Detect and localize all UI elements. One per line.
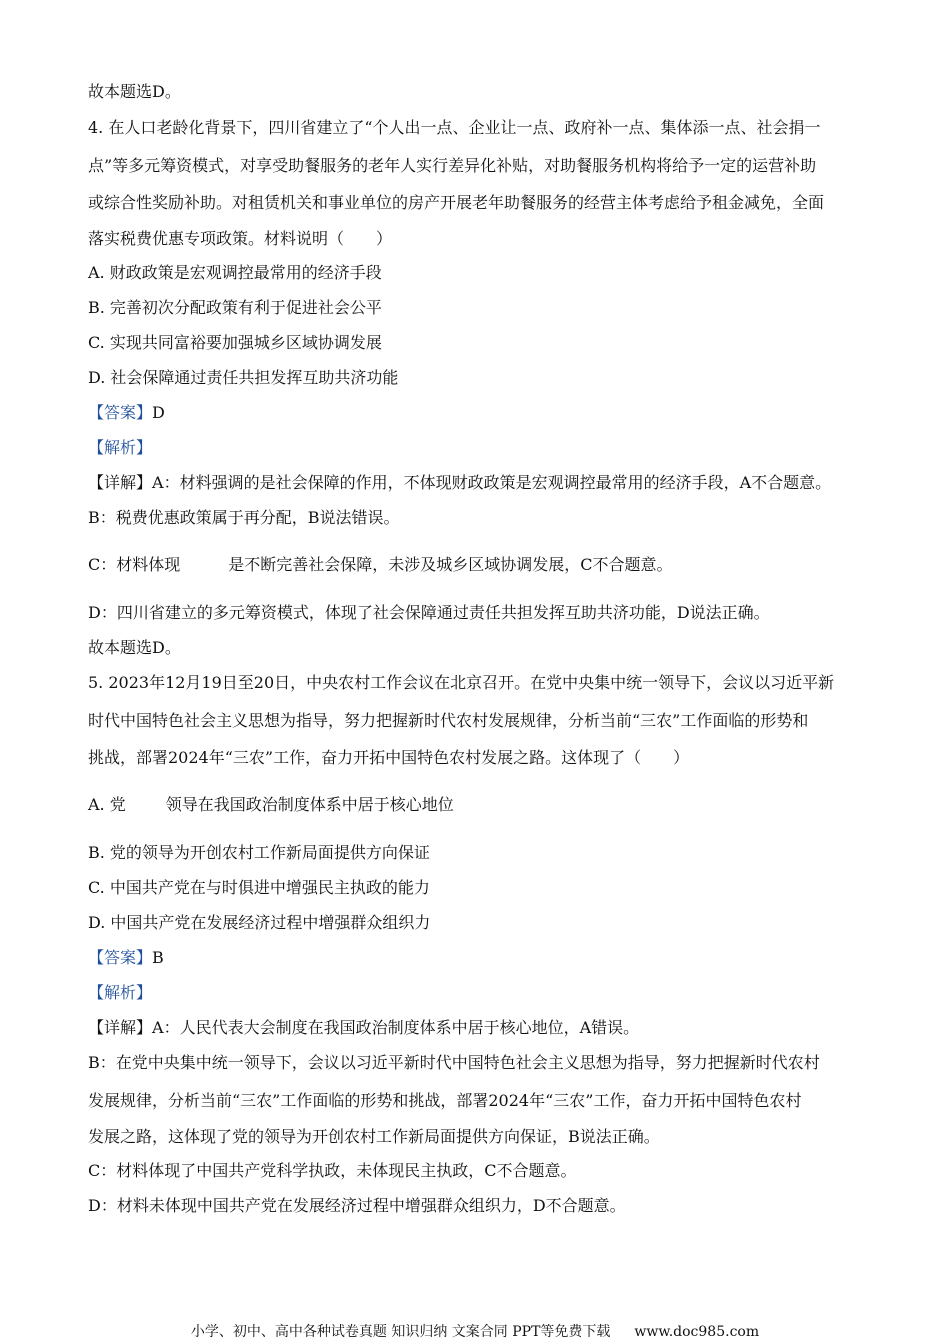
option-b: B. 完善初次分配政策有利于促进社会公平 xyxy=(88,298,382,317)
analysis-tag: 【解析】 xyxy=(88,983,153,1002)
explanation-b-line: 发展规律，分析当前“三农”工作面临的形势和挑战，部署2024年“三农”工作，奋力开拓中国特色农村 xyxy=(88,1091,802,1110)
option-a xyxy=(88,794,454,816)
question-text-line: 4. 在人口老龄化背景下，四川省建立了“个人出一点、企业让一点、政府补一点、集体添一点、社会捐一 xyxy=(88,118,821,137)
explanation-text: A：人民代表大会制度在我国政治制度体系中居于核心地位，A错误。 xyxy=(152,1018,640,1037)
answer-value: D xyxy=(152,403,165,422)
option-b: B. 党的领导为开创农村工作新局面提供方向保证 xyxy=(88,843,430,862)
answer-value: B xyxy=(152,948,164,967)
explanation-a xyxy=(88,472,831,494)
question-text-line: 时代中国特色社会主义思想为指导，努力把握新时代农村发展规律，分析当前“三农”工作面临的形势和 xyxy=(88,711,809,730)
explanation-text: 是不断完善社会保障，未涉及城乡区域协调发展，C不合题意。 xyxy=(228,555,673,574)
question-text-line: 落实税费优惠专项政策。材料说明（ ） xyxy=(88,229,393,248)
answer xyxy=(88,947,164,969)
option-c: C. 中国共产党在与时俱进中增强民主执政的能力 xyxy=(88,878,430,897)
explanation-a xyxy=(88,1017,639,1039)
page-footer xyxy=(0,1322,950,1342)
footer-text: 小学、初中、高中各种试卷真题 知识归纳 文案合同 PPT等免费下载 xyxy=(190,1324,611,1340)
explanation-c: C：材料体现了中国共产党科学执政，未体现民主执政，C不合题意。 xyxy=(88,1161,577,1180)
explanation-b-line: 发展之路，这体现了党的领导为开创农村工作新局面提供方向保证，B说法正确。 xyxy=(88,1127,660,1146)
explanation-tag: 【详解】 xyxy=(88,1018,153,1037)
question-text-line: 或综合性奖励补助。对租赁机关和事业单位的房产开展老年助餐服务的经营主体考虑给予租金减免，全面 xyxy=(88,193,825,212)
explanation-d: D：四川省建立的多元筹资模式，体现了社会保障通过责任共担发挥互助共济功能，D说法正确。 xyxy=(88,603,770,622)
option-a: A. 财政政策是宏观调控最常用的经济手段 xyxy=(88,263,382,282)
explanation-text: A：材料强调的是社会保障的作用，不体现财政政策是宏观调控最常用的经济手段，A不合题意。 xyxy=(152,473,832,492)
explanation-tag: 【详解】 xyxy=(88,473,153,492)
answer xyxy=(88,402,165,424)
question-text-line: 5. 2023年12月19日至20日，中央农村工作会议在北京召开。在党中央集中统一领导下，会议以习近平新 xyxy=(88,673,835,692)
option-text: A. 党 xyxy=(88,795,126,814)
option-d: D. 社会保障通过责任共担发挥互助共济功能 xyxy=(88,368,399,387)
explanation-b: B：税费优惠政策属于再分配，B说法错误。 xyxy=(88,508,400,527)
answer-tag: 【答案】 xyxy=(88,403,153,422)
option-text: 领导在我国政治制度体系中居于核心地位 xyxy=(165,795,454,814)
analysis-tag: 【解析】 xyxy=(88,438,153,457)
footer-link[interactable]: www.doc985.com xyxy=(634,1324,760,1340)
option-c: C. 实现共同富裕要加强城乡区域协调发展 xyxy=(88,333,382,352)
question-text-line: 点”等多元筹资模式，对享受助餐服务的老年人实行差异化补贴，对助餐服务机构将给予一定的运营补助 xyxy=(88,156,817,175)
previous-conclusion: 故本题选D。 xyxy=(88,82,181,101)
explanation-text: C：材料体现 xyxy=(88,555,181,574)
explanation-b-line: B：在党中央集中统一领导下，会议以习近平新时代中国特色社会主义思想为指导，努力把握新时代农村 xyxy=(88,1053,820,1072)
answer-tag: 【答案】 xyxy=(88,948,153,967)
option-d: D. 中国共产党在发展经济过程中增强群众组织力 xyxy=(88,913,431,932)
conclusion: 故本题选D。 xyxy=(88,638,181,657)
question-text-line: 挑战，部署2024年“三农”工作，奋力开拓中国特色农村发展之路。这体现了（ ） xyxy=(88,748,690,767)
explanation-d: D：材料未体现中国共产党在发展经济过程中增强群众组织力，D不合题意。 xyxy=(88,1196,626,1215)
explanation-c xyxy=(88,554,673,576)
